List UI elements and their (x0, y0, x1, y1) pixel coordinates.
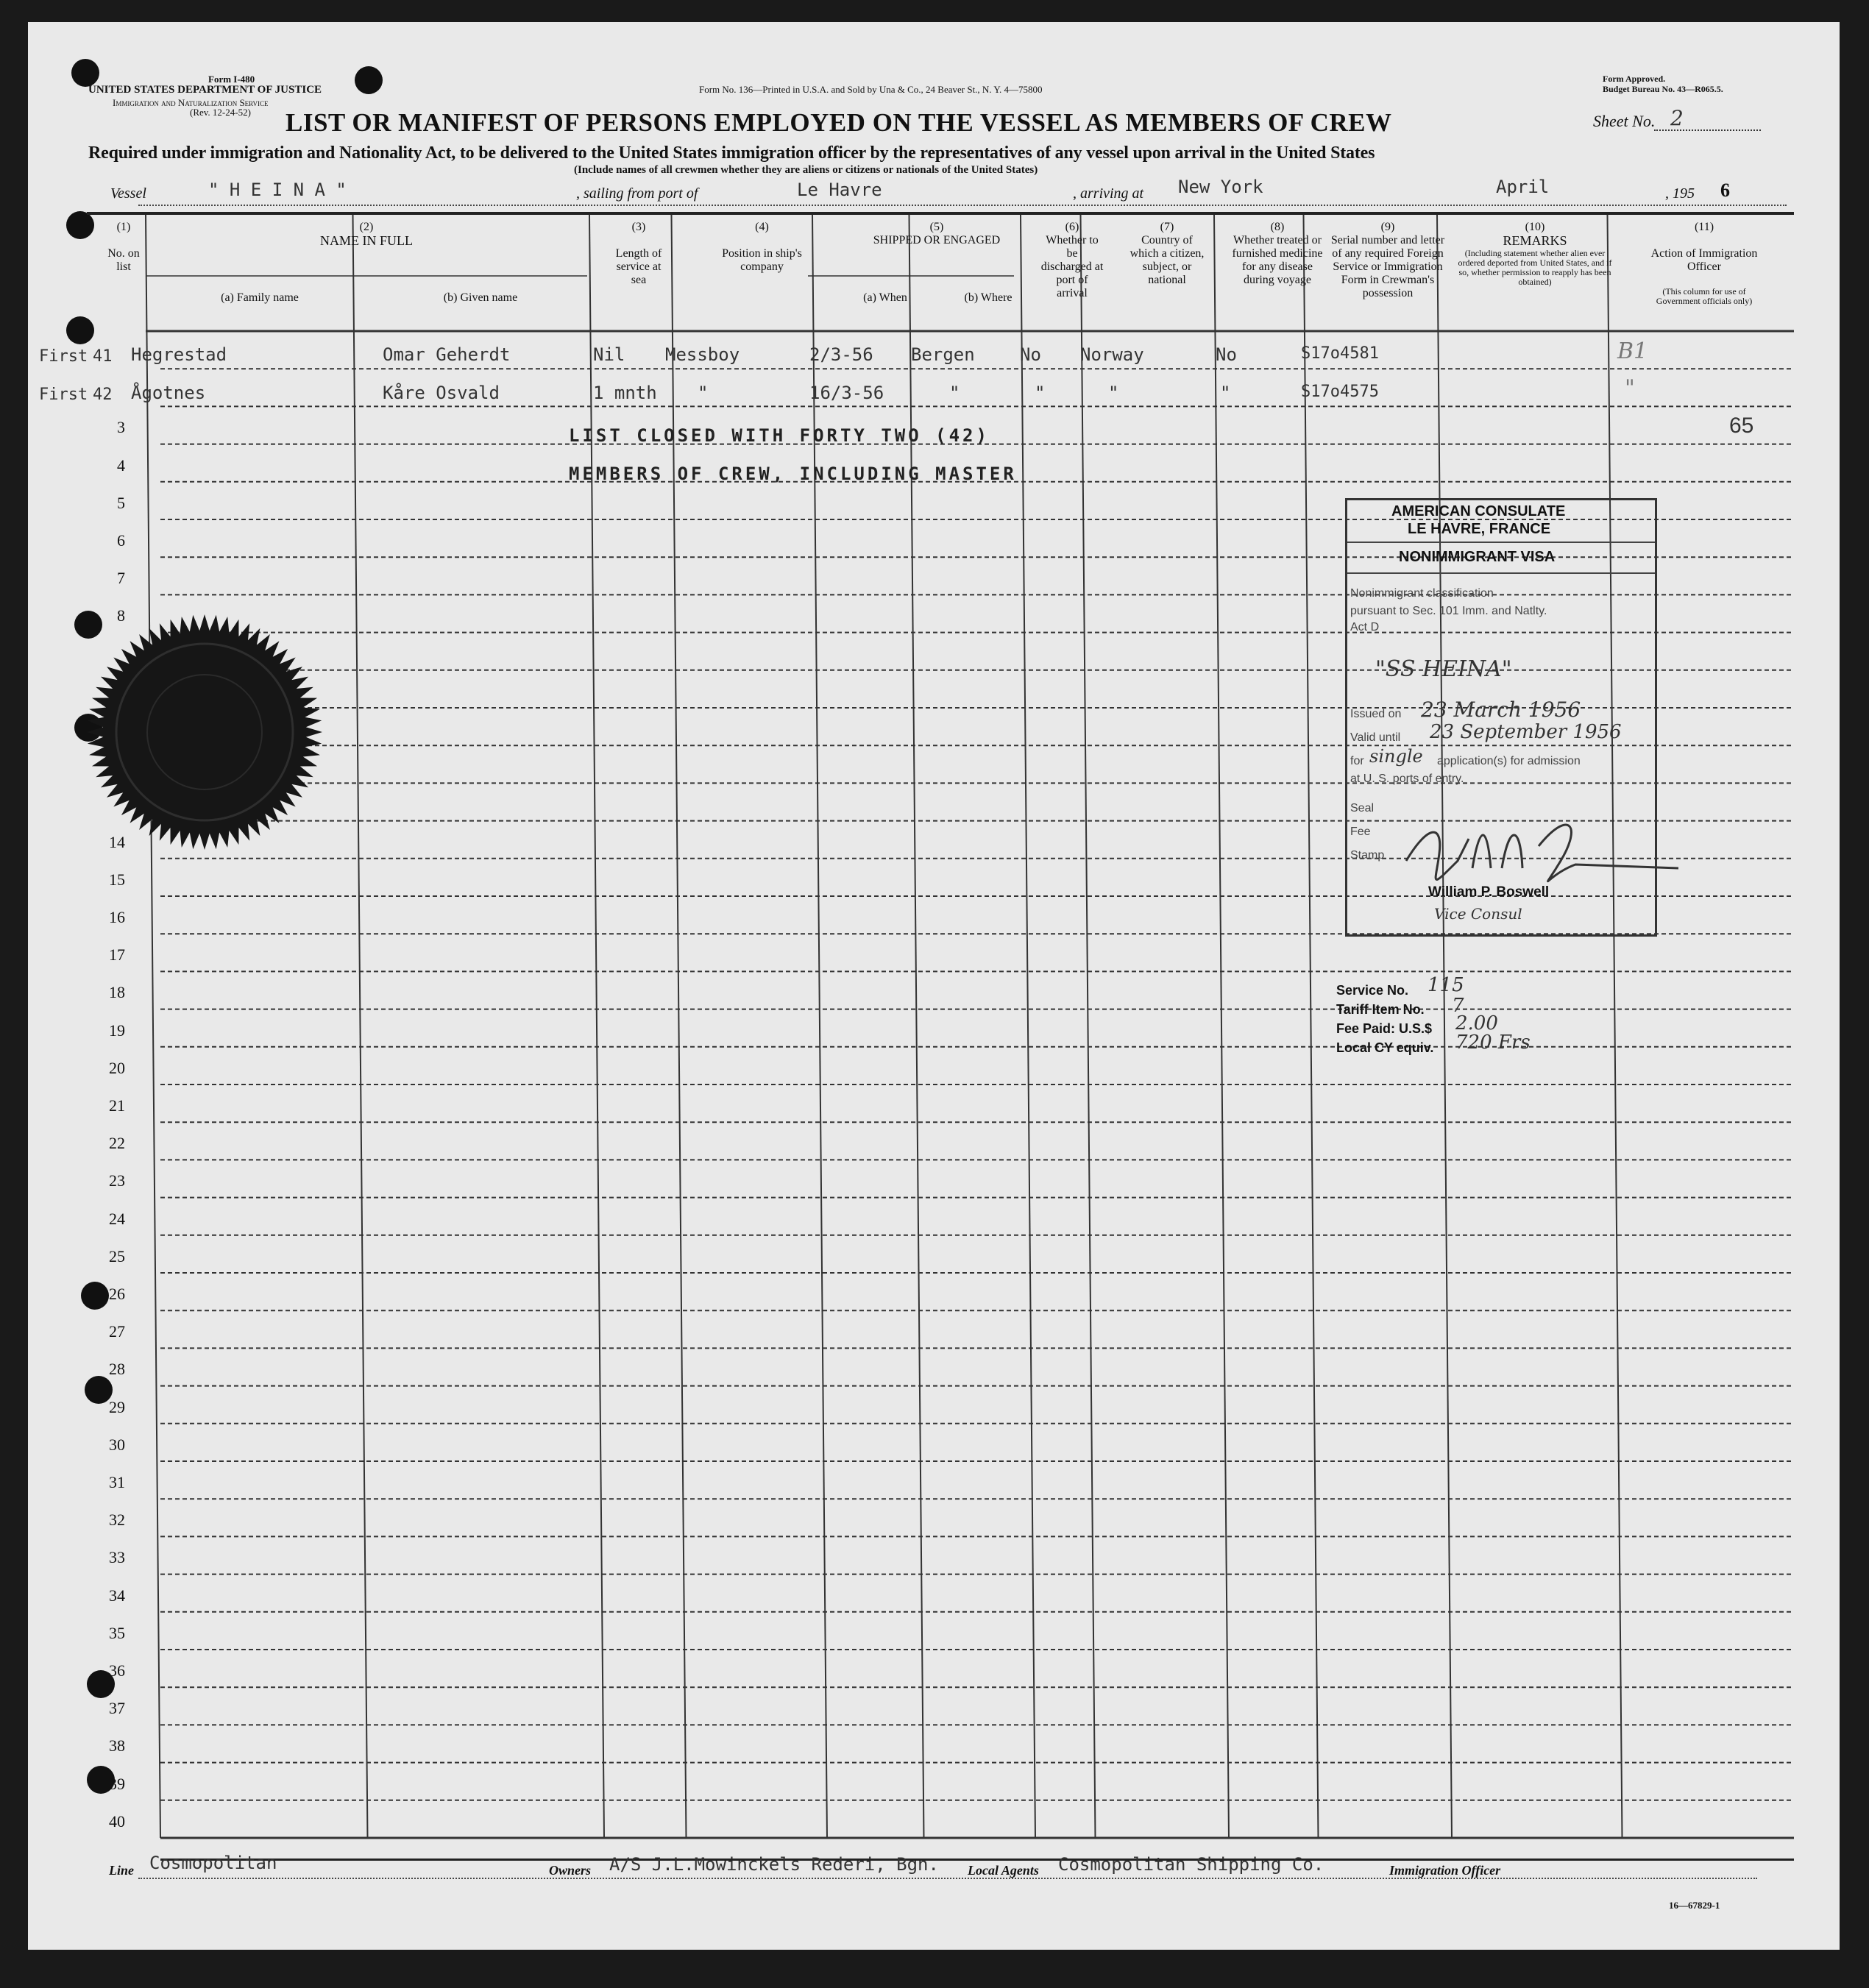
shipping-line: Cosmopolitan (149, 1853, 277, 1873)
form-label: Form I-480 (208, 74, 255, 85)
row-number-label: 7 (117, 569, 125, 588)
position: " (698, 383, 709, 403)
row-number-label: 22 (109, 1134, 125, 1153)
row-number-label: 8 (117, 606, 125, 625)
stamp-vessel: "SS HEINA" (1375, 656, 1512, 682)
col5-header: (5) SHIPPED OR ENGAGED (873, 221, 1001, 246)
manifest-page (28, 22, 1840, 1950)
row-number-label: 35 (109, 1623, 125, 1642)
row-number-label: 21 (109, 1096, 125, 1115)
crew-count: 65 (1729, 413, 1754, 438)
row-number-label: 39 (109, 1774, 125, 1793)
row-number-label: 25 (109, 1246, 125, 1265)
row-prefix: First (39, 386, 88, 404)
row-number: 42 (93, 386, 113, 404)
row-number-label: 34 (109, 1586, 125, 1605)
country: " (1108, 383, 1119, 403)
stamp-for-label: for (1350, 755, 1364, 767)
row-number-label: 6 (117, 531, 125, 550)
line-label: Line (109, 1863, 134, 1878)
stamp-stamp-label: Stamp (1350, 849, 1385, 862)
row-number-label: 29 (109, 1397, 125, 1416)
sailing-label: , sailing from port of (576, 185, 698, 202)
consul-name: William P. Boswell (1428, 884, 1550, 900)
fee-label: Fee Paid: U.S.$ (1336, 1021, 1433, 1036)
agents-label: Local Agents (968, 1863, 1039, 1878)
serial-number: S17o4581 (1301, 344, 1379, 363)
row-number-label: 4 (117, 455, 125, 475)
serial-number: S17o4575 (1301, 383, 1379, 401)
owners: A/S J.L.Mowinckels Rederi, Bgn. (609, 1854, 939, 1875)
col7-header: (7) Country of which a citizen, subject, or national (1129, 221, 1205, 286)
col3-header: (3) Length of service at sea (615, 221, 662, 286)
row-number-label: 33 (109, 1548, 125, 1567)
family-name: Ågotnes (131, 383, 206, 403)
shipped-where: Bergen (911, 344, 975, 365)
stamp-classification: Nonimmigrant classification (1350, 587, 1494, 600)
row-number-label: 16 (109, 908, 125, 926)
include-note: (Include names of all crewmen whether they are aliens or citizens or nationals of the United States) (574, 164, 1038, 176)
col5a-header: (a) When (863, 291, 907, 304)
col8-header: (8) Whether treated or furnished medicine for any disease during voyage (1232, 221, 1323, 286)
given-name: Omar Geherdt (383, 344, 511, 365)
consul-title: Vice Consul (1434, 905, 1522, 923)
row-number-label: 20 (109, 1058, 125, 1077)
row-number-label: 26 (109, 1285, 125, 1303)
local-equiv: 720 Frs (1455, 1032, 1531, 1054)
row-number-label: 31 (109, 1473, 125, 1491)
officer-label: Immigration Officer (1389, 1863, 1501, 1878)
stamp-act: Act D (1350, 621, 1380, 633)
length-of-service: 1 mnth (593, 383, 657, 403)
row-number-label: 40 (109, 1811, 125, 1831)
col1-header: (1) No. on list (107, 221, 140, 273)
approved: Form Approved. (1603, 74, 1666, 84)
row-number-label: 18 (109, 983, 125, 1002)
embossed-seal-icon (72, 600, 337, 865)
col2-header: (2) NAME IN FULL (320, 221, 413, 248)
stamp-for-value: single (1369, 746, 1423, 767)
row-number-label: 17 (109, 945, 125, 965)
stamp-city: LE HAVRE, FRANCE (1408, 521, 1551, 537)
officer-action: B1 (1617, 338, 1648, 364)
family-name: Hegrestad (131, 344, 227, 365)
length-of-service: Nil (593, 344, 625, 365)
row-number-label: 24 (109, 1209, 125, 1228)
tariff-label: Tariff Item No. (1336, 1002, 1425, 1017)
row-number-label: 37 (109, 1699, 125, 1718)
revision: (Rev. 12-24-52) (190, 107, 251, 118)
sailing-port: Le Havre (797, 180, 882, 200)
owners-label: Owners (549, 1863, 592, 1878)
subtitle: Required under immigration and Nationality Act, to be delivered to the United States immigration officer by the representatives of any vessel upon arrival in the United States (88, 143, 1375, 163)
col6-header: (6) Whether to be discharged at port of arrival (1040, 221, 1104, 299)
stamp-purpose: pursuant to Sec. 101 Imm. and Natlty. (1350, 605, 1547, 617)
stamp-valid-date: 23 September 1956 (1430, 721, 1622, 743)
year-label: , 195 (1665, 185, 1695, 202)
col5b-header: (b) Where (964, 291, 1012, 304)
form-code: 16—67829-1 (1669, 1900, 1720, 1911)
stamp-visa-type: NONIMMIGRANT VISA (1399, 549, 1556, 565)
row-number-label: 30 (109, 1435, 125, 1454)
tariff-number: 7 (1452, 995, 1464, 1017)
consulate-visa-stamp (1345, 498, 1657, 937)
country: Norway (1080, 344, 1144, 365)
stamp-consulate: AMERICAN CONSULATE (1391, 503, 1566, 519)
service: Immigration and Naturalization Service (113, 97, 269, 108)
service-label: Service No. (1336, 983, 1409, 998)
row-number-label: 3 (117, 418, 125, 437)
row-number-label: 38 (109, 1736, 125, 1756)
sheet-label: Sheet No. (1593, 112, 1656, 130)
stamp-valid-label: Valid until (1350, 731, 1401, 744)
stamp-issued-label: Issued on (1350, 708, 1402, 720)
row-number-label: 5 (117, 493, 125, 512)
shipped-when: 2/3-56 (809, 344, 873, 365)
list-closed-line-2: MEMBERS OF CREW, INCLUDING MASTER (569, 464, 1017, 484)
position: Messboy (665, 344, 740, 365)
row-number-label: 28 (109, 1360, 125, 1379)
stamp-fee-label: Fee (1350, 826, 1371, 838)
department: UNITED STATES DEPARTMENT OF JUSTICE (88, 84, 322, 96)
officer-action: " (1625, 375, 1635, 401)
row-prefix: First (39, 347, 88, 366)
manifest-grid (28, 22, 1840, 1950)
vessel-name: " H E I N A " (208, 180, 347, 200)
arriving-label: , arriving at (1073, 185, 1144, 202)
discharged: No (1020, 344, 1041, 365)
budget-number: Budget Bureau No. 43—R065.5. (1603, 84, 1723, 94)
col4-header: (4) Position in ship's company (722, 221, 802, 273)
sheet-number: 2 (1670, 106, 1684, 130)
discharged: " (1035, 383, 1046, 403)
col10-header: (10) REMARKS (Including statement whether alien ever ordered deported from United States, and if so, whether permission to reapply has been obtained) (1458, 221, 1612, 287)
arriving-port: New York (1178, 177, 1263, 197)
row-number-label: 32 (109, 1510, 125, 1530)
shipped-when: 16/3-56 (809, 383, 884, 403)
given-name: Kåre Osvald (383, 383, 500, 403)
local-agents: Cosmopolitan Shipping Co. (1058, 1854, 1324, 1875)
col11-header: (11) Action of Immigration Officer (This column for use of Government officials only) (1650, 221, 1758, 306)
year-digit: 6 (1720, 180, 1730, 201)
list-closed-line: LIST CLOSED WITH FORTY TWO (42) (569, 425, 990, 446)
col2b-header: (b) Given name (443, 291, 518, 304)
treated: " (1220, 383, 1231, 403)
stamp-issued-date: 23 March 1956 (1421, 697, 1581, 722)
service-number: 115 (1428, 974, 1464, 996)
row-number-label: 15 (109, 870, 125, 889)
local-label: Local CY equiv. (1336, 1040, 1434, 1055)
fee-paid: 2.00 (1455, 1012, 1498, 1034)
shipped-where: " (949, 383, 960, 403)
stamp-applications: application(s) for admission (1437, 755, 1581, 767)
col9-header: (9) Serial number and letter of any required Foreign Service or Immigration Form in Crewman's possession (1330, 221, 1445, 299)
row-number-label: 14 (109, 832, 125, 851)
treated: No (1216, 344, 1237, 365)
row-number-label: 36 (109, 1661, 125, 1680)
row-number: 41 (93, 347, 113, 366)
row-number-label: 19 (109, 1020, 125, 1040)
stamp-ports: at U. S. ports of entry. (1350, 773, 1464, 785)
stamp-seal-label: Seal (1350, 802, 1375, 814)
col2a-header: (a) Family name (221, 291, 299, 304)
printer-note: Form No. 136—Printed in U.S.A. and Sold by Una & Co., 24 Beaver St., N. Y. 4—75800 (699, 84, 1043, 95)
vessel-label: Vessel (110, 185, 146, 202)
row-number-label: 27 (109, 1322, 125, 1341)
arrival-month: April (1496, 177, 1550, 197)
row-number-label: 23 (109, 1171, 125, 1190)
page-title: LIST OR MANIFEST OF PERSONS EMPLOYED ON THE VESSEL AS MEMBERS OF CREW (286, 108, 1392, 137)
